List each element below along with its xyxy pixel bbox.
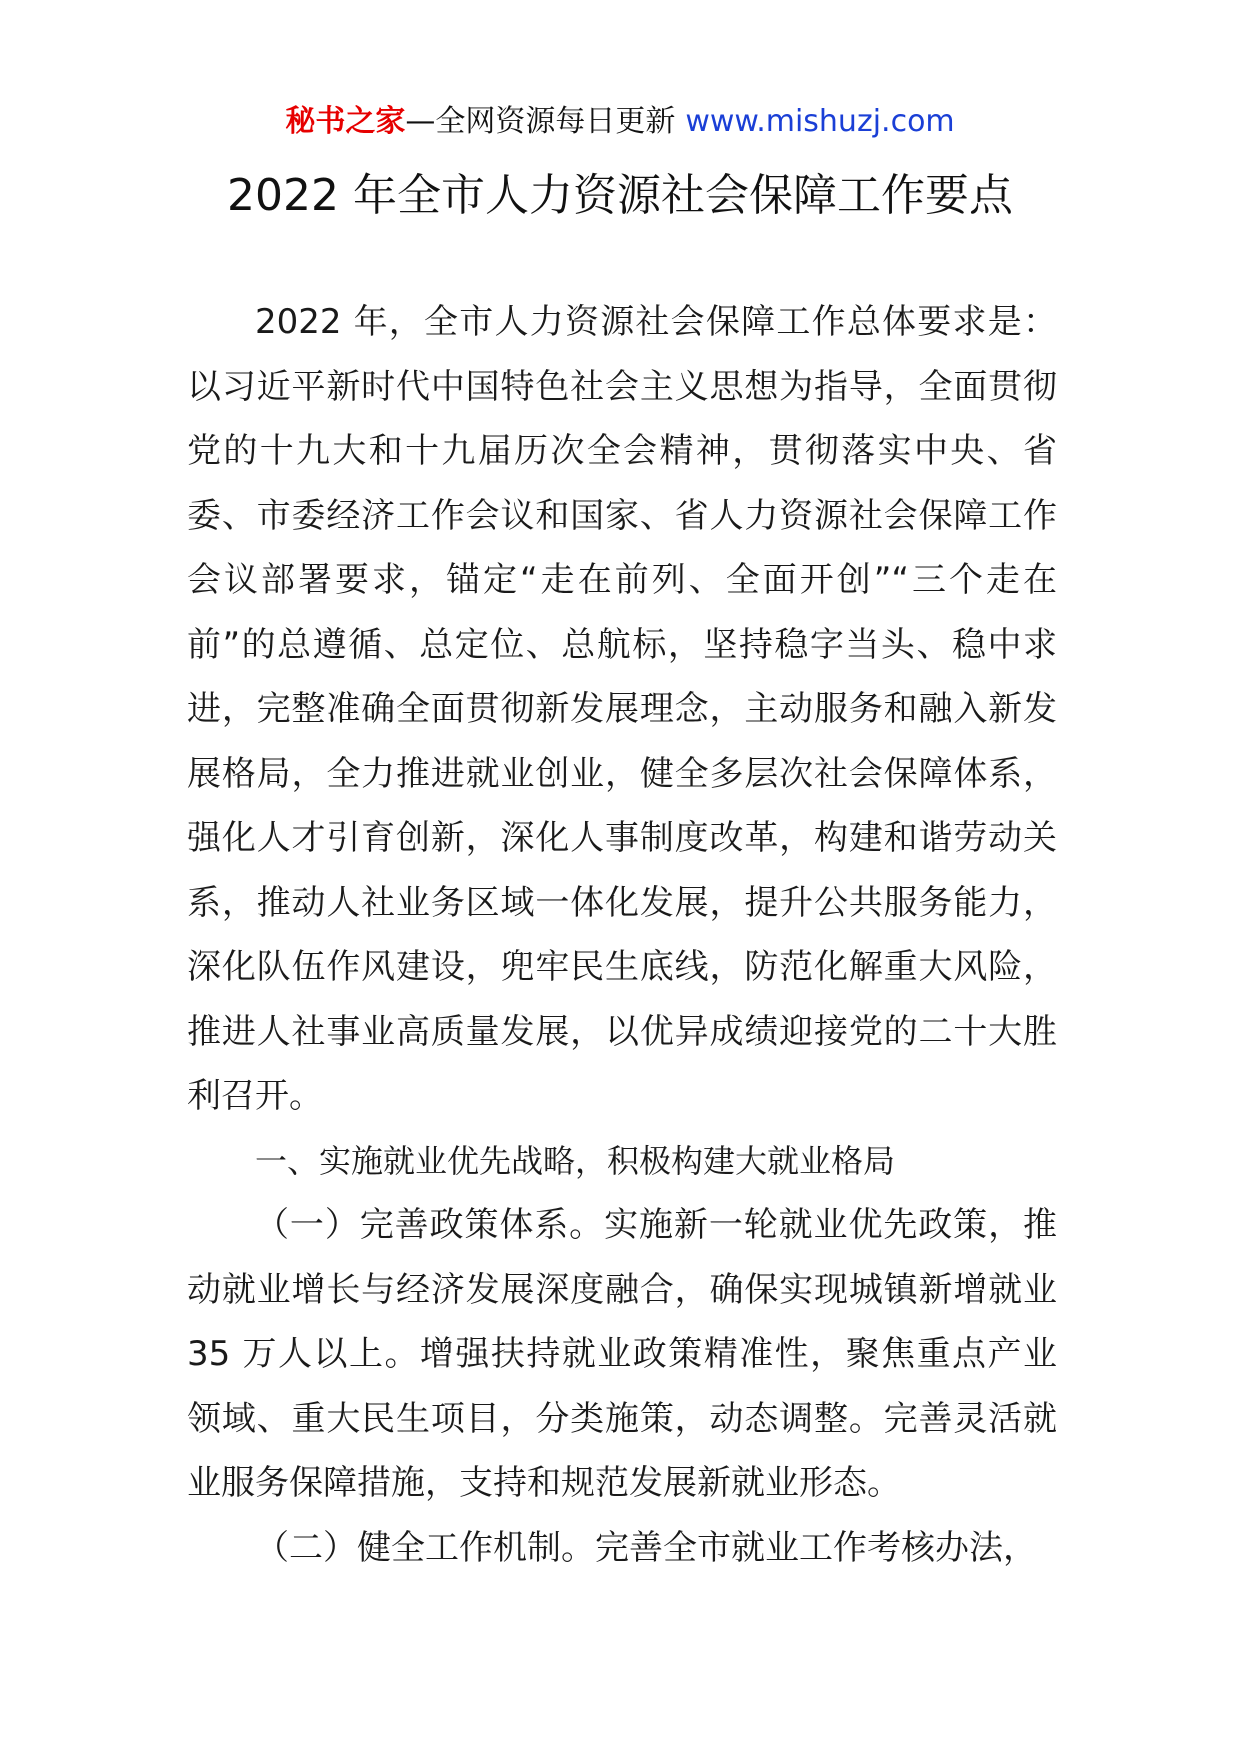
site-url-link[interactable]: www.mishuzj.com	[685, 104, 955, 139]
intro-paragraph: 2022 年，全市人力资源社会保障工作总体要求是：以习近平新时代中国特色社会主义思想为指导，全面贯彻党的十九大和十九届历次全会精神，贯彻落实中央、省委、市委经济工作会议和国家、省人力资源社会保障工作会议部署要求，锚定“走在前列、全面开创”“三个走在前”的总遵循、总定位、总航标，坚持稳字当头、稳中求进，完整准确全面贯彻新发展理念，主动服务和融入新发展格局，全力推进就业创业，健全多层次社会保障体系，强化人才引育创新，深化人事制度改革，构建和谐劳动关系，推动人社业务区域一体化发展，提升公共服务能力，深化队伍作风建设，兜牢民生底线，防范化解重大风险，推进人社事业高质量发展，以优异成绩迎接党的二十大胜利召开。	[187, 302, 1057, 1116]
document-title: 2022 年全市人力资源社会保障工作要点	[227, 170, 1013, 221]
site-header	[0, 100, 1240, 144]
section-heading: 一、实施就业优先战略，积极构建大就业格局	[255, 1141, 896, 1180]
section-item-paragraph: （二）健全工作机制。完善全市就业工作考核办法，	[255, 1527, 1037, 1568]
section-item-paragraph: （一）完善政策体系。实施新一轮就业优先政策，推动就业增长与经济发展深度融合，确保实现城镇新增就业 35 万人以上。增强扶持就业政策精准性，聚焦重点产业领域、重大民生项目，分类施策，动态调整。完善灵活就业服务保障措施，支持和规范发展新就业形态。	[187, 1205, 1057, 1503]
document-body	[187, 290, 1057, 1580]
header-slogan: —全网资源每日更新	[405, 104, 676, 139]
brand-name: 秘书之家	[285, 104, 406, 139]
